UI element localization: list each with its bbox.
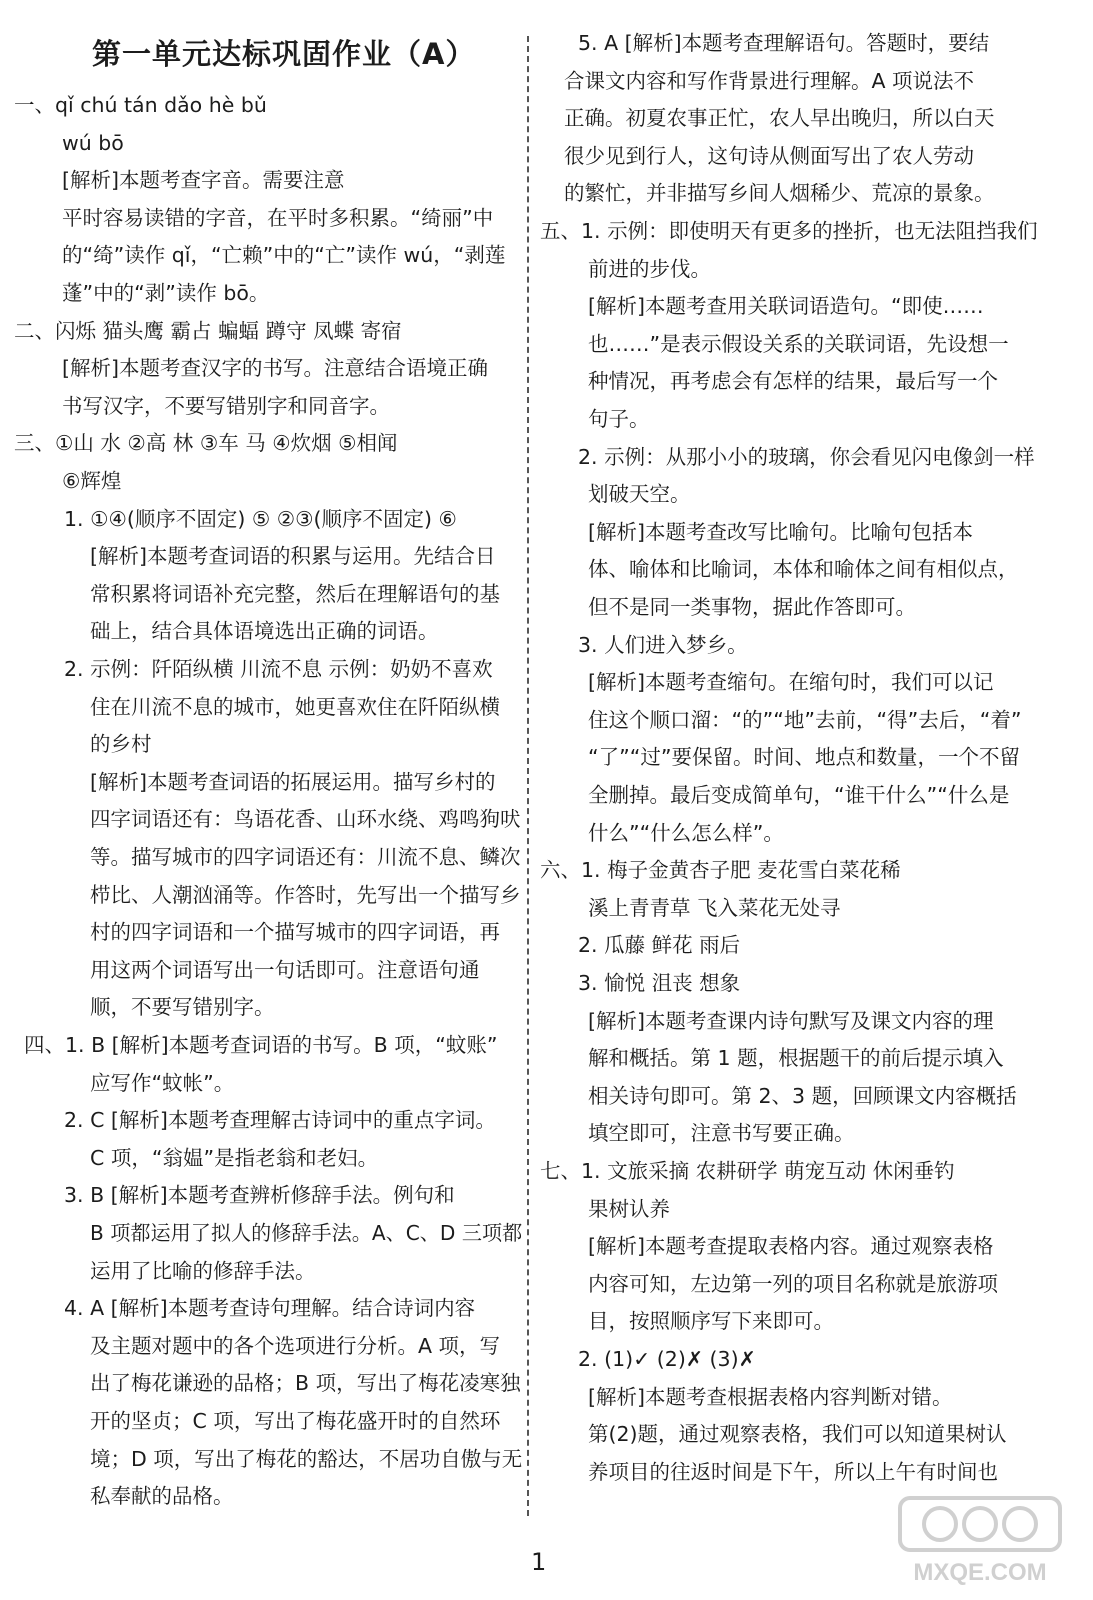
left-column-line: [解析]本题考查词语的拓展运用。描写乡村的 xyxy=(90,769,496,794)
right-column-line: 也……”是表示假设关系的关联词语，先设想一 xyxy=(588,331,1009,356)
right-column-line: 五、1. 示例：即使明天有更多的挫折，也无法阻挡我们 xyxy=(540,219,1038,243)
left-column-line: C 项，“翁媪”是指老翁和老妇。 xyxy=(90,1145,379,1170)
left-column-line: 2. C [解析]本题考查理解古诗词中的重点字词。 xyxy=(64,1108,496,1133)
left-column-line: 私奉献的品格。 xyxy=(90,1484,234,1509)
left-column-line: 蓬”中的“剥”读作 bō。 xyxy=(62,281,270,305)
right-column-line: 2. (1)✓ (2)✗ (3)✗ xyxy=(578,1347,756,1371)
right-column-line: [解析]本题考查用关联词语造句。“即使…… xyxy=(588,294,984,319)
left-column-line: 础上，结合具体语境选出正确的词语。 xyxy=(90,619,439,644)
page-title: 第一单元达标巩固作业（A） xyxy=(92,37,476,71)
watermark-text: MXQE.COM xyxy=(913,1559,1047,1586)
right-column-line: “了”“过”要保留。时间、地点和数量，一个不留 xyxy=(588,745,1020,770)
right-column-line: 5. A [解析]本题考查理解语句。答题时，要结 xyxy=(578,31,990,55)
left-column-line: 出了梅花谦逊的品格；B 项，写出了梅花凌寒独 xyxy=(90,1371,521,1396)
right-column-line: 解和概括。第 1 题，根据题干的前后提示填入 xyxy=(588,1046,1004,1071)
right-column-line: 第(2)题，通过观察表格，我们可以知道果树认 xyxy=(588,1422,1007,1447)
left-column-line: 及主题对题中的各个选项进行分析。A 项，写 xyxy=(90,1333,501,1358)
right-column-line: [解析]本题考查课内诗句默写及课文内容的理 xyxy=(588,1008,994,1033)
right-column-line: 2. 示例：从那小小的玻璃，你会看见闪电像剑一样 xyxy=(578,444,1035,469)
left-column-line: [解析]本题考查字音。需要注意 xyxy=(62,168,345,193)
right-column-line: [解析]本题考查根据表格内容判断对错。 xyxy=(588,1384,953,1409)
right-column-line: 合课文内容和写作背景进行理解。A 项说法不 xyxy=(564,68,975,93)
left-column-line: 三、①山 水 ②高 林 ③车 马 ④炊烟 ⑤相闻 xyxy=(14,431,398,456)
right-column-line: 体、喻体和比喻词，本体和喻体之间有相似点， xyxy=(588,557,1019,582)
left-column-line: 境；D 项，写出了梅花的豁达，不居功自傲与无 xyxy=(90,1446,523,1471)
right-column-line: 的繁忙，并非描写乡间人烟稀少、荒凉的景象。 xyxy=(564,181,995,206)
page-number: 1 xyxy=(531,1548,547,1576)
left-column-line: 常积累将词语补充完整，然后在理解语句的基 xyxy=(90,581,500,606)
left-column-line: 住在川流不息的城市，她更喜欢住在阡陌纵横 xyxy=(90,694,500,719)
left-column-line: 栉比、人潮汹涌等。作答时，先写出一个描写乡 xyxy=(90,882,521,907)
left-column-line: 等。描写城市的四字词语还有：川流不息、鳞次 xyxy=(90,845,521,869)
left-column-line: 1. ①④(顺序不固定) ⑤ ②③(顺序不固定) ⑥ xyxy=(64,506,457,531)
right-column-line: [解析]本题考查提取表格内容。通过观察表格 xyxy=(588,1234,994,1259)
right-column-line: 3. 愉悦 沮丧 想象 xyxy=(578,971,741,995)
left-column-line: 顺，不要写错别字。 xyxy=(90,995,275,1020)
right-column-line: [解析]本题考查缩句。在缩句时，我们可以记 xyxy=(588,670,994,695)
right-column-line: 但不是同一类事物，据此作答即可。 xyxy=(588,595,916,619)
left-column-line: [解析]本题考查词语的积累与运用。先结合日 xyxy=(90,544,496,569)
left-column-line: B 项都运用了拟人的修辞手法。A、C、D 三项都 xyxy=(90,1221,523,1245)
right-column-line: 什么”“什么怎么样”。 xyxy=(588,820,784,845)
left-column-line: 的“绮”读作 qǐ，“亡赖”中的“亡”读作 wú，“剥莲 xyxy=(62,243,506,268)
left-column-line: 的乡村 xyxy=(90,732,152,757)
right-column-line: 相关诗句即可。第 2、3 题，回顾课文内容概括 xyxy=(588,1083,1017,1108)
right-column-line: [解析]本题考查改写比喻句。比喻句包括本 xyxy=(588,519,973,544)
left-column-line: 4. A [解析]本题考查诗句理解。结合诗词内容 xyxy=(64,1296,476,1321)
right-column-line: 很少见到行人，这句诗从侧面写出了农人劳动 xyxy=(564,143,974,168)
right-column-line: 目，按照顺序写下来即可。 xyxy=(588,1309,834,1334)
right-column-line: 内容可知，左边第一列的项目名称就是旅游项 xyxy=(588,1271,998,1296)
column-divider xyxy=(527,36,529,1516)
right-column-line: 住这个顺口溜：“的”“地”去前，“得”去后，“着” xyxy=(588,707,1022,732)
right-column-line: 3. 人们进入梦乡。 xyxy=(578,632,748,657)
left-column-line: 3. B [解析]本题考查辨析修辞手法。例句和 xyxy=(64,1183,455,1208)
left-column-line: 书写汉字，不要写错别字和同音字。 xyxy=(62,393,390,418)
right-column-line: 2. 瓜藤 鲜花 雨后 xyxy=(578,933,741,958)
left-column-line: 平时容易读错的字音，在平时多积累。“绮丽”中 xyxy=(62,205,494,230)
left-column-line: 用这两个词语写出一句话即可。注意语句通 xyxy=(90,957,480,982)
left-column-line: 运用了比喻的修辞手法。 xyxy=(90,1258,316,1283)
left-column-line: wú bō xyxy=(62,130,124,155)
right-column-line: 种情况，再考虑会有怎样的结果，最后写一个 xyxy=(588,369,998,394)
left-column-line: 开的坚贞；C 项，写出了梅花盛开时的自然环 xyxy=(90,1409,501,1433)
right-column-line: 划破天空。 xyxy=(588,482,691,507)
right-column-line: 果树认养 xyxy=(588,1196,670,1221)
left-column-line: ⑥辉煌 xyxy=(62,469,122,493)
right-column-line: 正确。初夏农事正忙，农人早出晚归，所以白天 xyxy=(564,106,995,131)
left-column-line: [解析]本题考查汉字的书写。注意结合语境正确 xyxy=(62,356,488,381)
right-column-line: 溪上青青草 飞入菜花无处寻 xyxy=(588,895,841,920)
watermark-logo xyxy=(880,1490,1080,1590)
right-column-line: 填空即可，注意书写要正确。 xyxy=(588,1121,855,1146)
left-column-line: 四字词语还有：鸟语花香、山环水绕、鸡鸣狗吠 xyxy=(90,807,521,832)
right-column-line: 前进的步伐。 xyxy=(588,256,711,281)
right-column-line: 养项目的往返时间是下午，所以上午有时间也 xyxy=(588,1459,998,1484)
right-column-line: 句子。 xyxy=(588,407,650,431)
left-column-line: 应写作“蚊帐”。 xyxy=(90,1070,235,1095)
right-column-line: 全删掉。最后变成简单句，“谁干什么”“什么是 xyxy=(588,783,1010,807)
left-column-line: 村的四字词语和一个描写城市的四字词语，再 xyxy=(90,920,500,945)
right-column-line: 六、1. 梅子金黄杏子肥 麦花雪白菜花稀 xyxy=(540,858,901,883)
left-column-line: 四、1. B [解析]本题考查词语的书写。B 项，“蚊账” xyxy=(24,1033,498,1057)
left-column-line: 2. 示例：阡陌纵横 川流不息 示例：奶奶不喜欢 xyxy=(64,657,493,681)
left-column-line: 二、闪烁 猫头鹰 霸占 蝙蝠 蹲守 凤蝶 寄宿 xyxy=(14,318,402,343)
left-column-line: 一、qǐ chú tán dǎo hè bǔ xyxy=(14,93,267,117)
right-column-line: 七、1. 文旅采摘 农耕研学 萌宠互动 休闲垂钓 xyxy=(540,1159,955,1183)
